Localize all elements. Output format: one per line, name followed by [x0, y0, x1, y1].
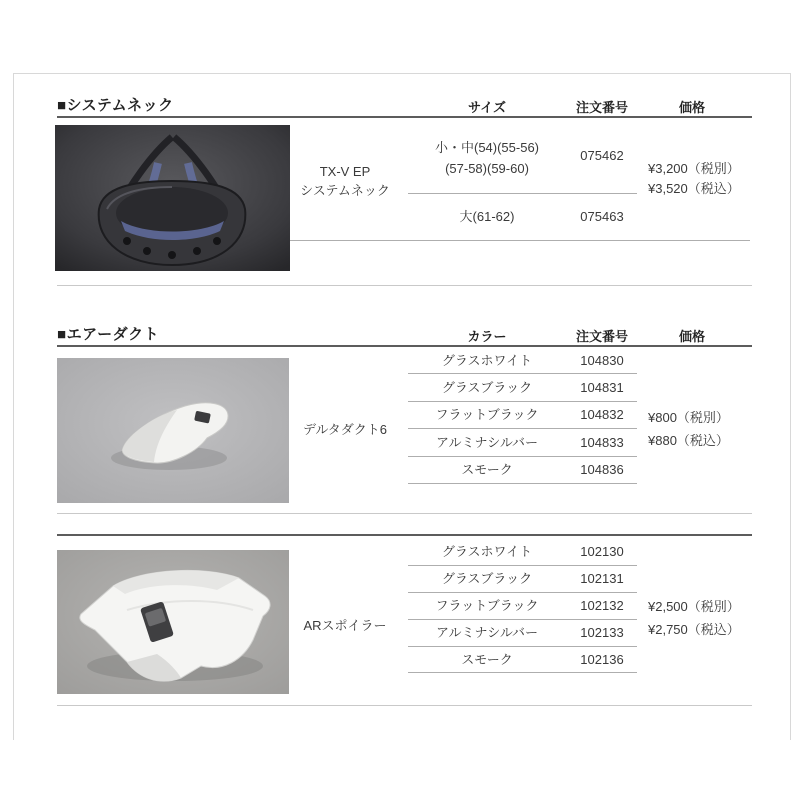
section-title-text: エアーダクト [66, 326, 160, 343]
product-photo-ar-spoiler [57, 550, 289, 694]
price-incl-tax: ¥880（税込） [648, 433, 729, 448]
column-header-price: 価格 [678, 329, 705, 344]
column-header-order-number: 注文番号 [575, 329, 628, 344]
section-title-air-duct [57, 323, 159, 344]
color-row-divider [408, 401, 637, 402]
price-excl-tax: ¥2,500（税別） [648, 599, 740, 614]
color-row-divider [408, 672, 637, 673]
product-name-line1: TX-V EP [319, 164, 371, 179]
color-cell: フラットブラック [435, 407, 539, 422]
section-header-underline [57, 116, 752, 118]
system-neck-photo-graphic [55, 125, 290, 271]
order-number-104831: 104831 [580, 380, 624, 395]
order-number-102133: 102133 [580, 625, 624, 640]
size-cell-small-medium [408, 137, 566, 179]
section-separator-2 [57, 513, 752, 514]
color-cell: グラスブラック [441, 571, 533, 586]
color-row-divider [408, 456, 637, 457]
section-title-system-neck [57, 94, 174, 115]
delta-duct-photo-graphic [57, 358, 289, 503]
column-header-price: 価格 [678, 100, 705, 115]
section-header-underline [57, 345, 752, 347]
order-number-102130: 102130 [580, 544, 624, 559]
column-header-size: サイズ [468, 100, 506, 115]
color-cell: フラットブラック [435, 598, 539, 613]
size-line1: 小・中(54)(55-56) [434, 140, 540, 155]
color-row-divider [408, 592, 637, 593]
product-photo-system-neck [55, 125, 290, 271]
size-line2: (57-58)(59-60) [445, 161, 529, 176]
order-number-104832: 104832 [580, 407, 624, 422]
order-number-102131: 102131 [580, 571, 624, 586]
product-name-system-neck [285, 162, 405, 200]
size-row-divider [408, 193, 637, 194]
color-row-divider [408, 428, 637, 429]
color-cell: グラスホワイト [441, 353, 533, 368]
product-name-delta-duct: デルタダクト6 [302, 422, 388, 437]
table-bottom-rule [290, 240, 750, 241]
section-bullet-icon: ■ [57, 326, 67, 343]
price-block-ar-spoiler [648, 595, 740, 641]
size-cell-large: 大(61-62) [459, 209, 515, 224]
column-header-color: カラー [467, 329, 507, 344]
section-title-text: システムネック [66, 97, 174, 114]
price-block-system-neck [648, 159, 740, 199]
color-row-divider [408, 483, 637, 484]
product-name-line2: システムネック [300, 183, 390, 198]
page-bottom-separator [57, 705, 752, 706]
order-number-075463: 075463 [580, 209, 624, 224]
color-cell: スモーク [461, 462, 513, 477]
price-block-delta-duct [648, 406, 729, 452]
price-incl-tax: ¥3,520（税込） [648, 181, 740, 196]
order-number-104836: 104836 [580, 462, 624, 477]
order-number-075462: 075462 [580, 148, 624, 163]
color-row-divider [408, 619, 637, 620]
color-cell: グラスホワイト [441, 544, 533, 559]
order-number-102136: 102136 [580, 652, 624, 667]
color-cell: グラスブラック [441, 380, 533, 395]
section-separator-1 [57, 285, 752, 286]
price-excl-tax: ¥800（税別） [648, 410, 729, 425]
color-row-divider [408, 646, 637, 647]
ar-spoiler-photo-graphic [57, 550, 289, 694]
product-photo-delta-duct [57, 358, 289, 503]
column-header-order-number: 注文番号 [575, 100, 628, 115]
section-bullet-icon: ■ [57, 97, 67, 114]
order-number-104830: 104830 [580, 353, 624, 368]
price-incl-tax: ¥2,750（税込） [648, 622, 740, 637]
color-row-divider [408, 373, 637, 374]
color-cell: スモーク [461, 652, 513, 667]
color-cell: アルミナシルバー [436, 625, 538, 640]
price-excl-tax: ¥3,200（税別） [648, 161, 740, 176]
color-row-divider [408, 565, 637, 566]
order-number-102132: 102132 [580, 598, 624, 613]
table-top-rule-ar-spoiler [57, 534, 752, 536]
order-number-104833: 104833 [580, 435, 624, 450]
color-cell: アルミナシルバー [436, 435, 538, 450]
product-name-ar-spoiler: ARスポイラー [303, 618, 387, 633]
